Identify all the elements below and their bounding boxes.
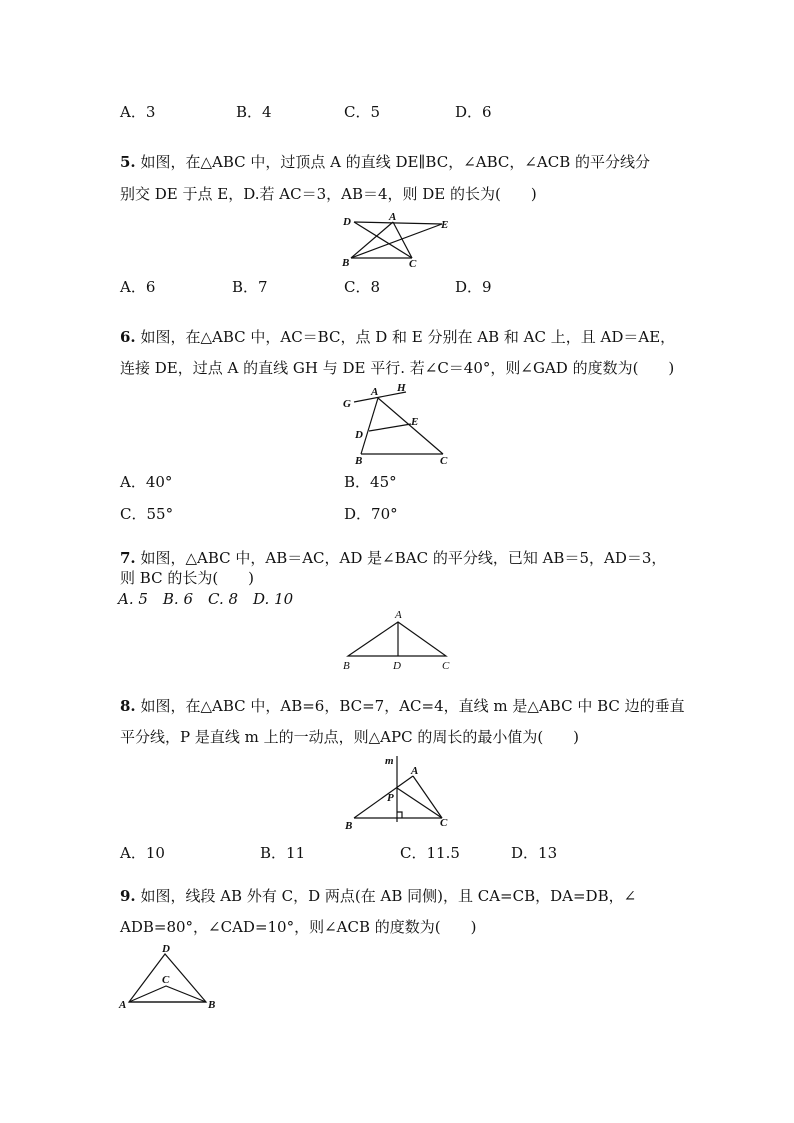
q8-choice-d: D．13 [511, 844, 558, 862]
q8-label-p: P [387, 792, 394, 804]
q7-choices: A. 5 B. 6 C. 8 D. 10 [118, 590, 294, 608]
q5-label-a: A [389, 211, 397, 223]
q8-label-b: B [345, 820, 353, 832]
q7-triangle-abc [348, 622, 446, 656]
q5-line-de [354, 222, 442, 224]
q7-stem-line1 [120, 548, 666, 568]
q5-choice-b: B．7 [232, 278, 268, 296]
q5-stem-line1 [120, 152, 650, 172]
q6-label-a: A [371, 386, 379, 398]
q8-stem-line1 [120, 696, 685, 716]
q6-choice-d: D．70° [344, 505, 398, 523]
q8-line1-text: 如图，在△ABC 中，AB=6，BC=7，AC=4，直线 m 是△ABC 中 BC 边的垂直 [140, 697, 685, 715]
q8-figure [340, 752, 460, 834]
q9-label-a: A [119, 999, 127, 1011]
q6-label-d: D [355, 429, 363, 441]
q5-line-cd [354, 222, 412, 258]
q8-choice-b: B．11 [260, 844, 306, 862]
q5-label-d: D [343, 216, 351, 228]
q7-number: 7. [120, 549, 136, 567]
q4-choice-b: B．4 [236, 103, 272, 121]
q7-label-b: B [343, 660, 350, 672]
q9-figure [118, 942, 228, 1016]
q9-label-b: B [208, 999, 216, 1011]
q6-label-h: H [397, 382, 406, 394]
q9-label-c: C [162, 974, 170, 986]
q6-label-c: C [440, 455, 448, 467]
q7-label-c: C [442, 660, 450, 672]
q6-line-ab [361, 398, 378, 454]
q5-line1-text: 如图，在△ABC 中，过顶点 A 的直线 DE∥BC，∠ABC，∠ACB 的平分线分 [140, 153, 651, 171]
q7-stem-line2: 则 BC 的长为( ) [120, 569, 255, 587]
q7-label-a: A [395, 609, 402, 621]
q8-right-angle-mark [397, 812, 402, 818]
q8-line-ba [354, 776, 413, 818]
q7-figure [340, 608, 460, 672]
q6-label-g: G [343, 398, 351, 410]
q6-choice-b: B．45° [344, 473, 397, 491]
q8-label-c: C [440, 817, 448, 829]
q6-line1-text: 如图，在△ABC 中，AC＝BC，点 D 和 E 分别在 AB 和 AC 上，且 AD＝AE， [140, 328, 676, 346]
q8-choice-a: A．10 [120, 844, 165, 862]
q6-choice-c: C．55° [120, 505, 174, 523]
q9-label-d: D [162, 943, 170, 955]
q5-label-b: B [342, 257, 350, 269]
q5-line-ab [351, 222, 393, 258]
q4-choice-c: C．5 [344, 103, 381, 121]
q6-line-de [369, 424, 411, 431]
q6-choice-a: A．40° [120, 473, 173, 491]
q5-choice-d: D．9 [455, 278, 492, 296]
q4-choice-a: A．3 [120, 103, 156, 121]
q6-number: 6. [120, 328, 136, 346]
q8-line-ac [413, 776, 442, 818]
q9-line1-text: 如图，线段 AB 外有 C，D 两点(在 AB 同侧)，且 CA=CB，DA=DB，∠ [140, 887, 637, 905]
q4-choice-d: D．6 [455, 103, 492, 121]
q5-label-c: C [409, 258, 417, 270]
q5-figure [340, 210, 460, 272]
q8-number: 8. [120, 697, 136, 715]
q5-number: 5. [120, 153, 136, 171]
q8-label-m: m [385, 755, 394, 767]
q5-choice-a: A．6 [120, 278, 156, 296]
q8-choice-c: C．11.5 [400, 844, 460, 862]
q7-line1-text: 如图，△ABC 中，AB＝AC，AD 是∠BAC 的平分线，已知 AB＝5，AD＝3， [140, 549, 667, 567]
q9-stem-line2: ADB=80°，∠CAD=10°，则∠ACB 的度数为( ) [120, 918, 477, 936]
q9-stem-line1 [120, 886, 636, 906]
q6-stem-line1 [120, 327, 675, 347]
q6-figure [340, 382, 460, 468]
q6-label-b: B [355, 455, 363, 467]
q9-number: 9. [120, 887, 136, 905]
q6-stem-line2: 连接 DE，过点 A 的直线 GH 与 DE 平行. 若∠C＝40°，则∠GAD 的度数为( ) [120, 359, 675, 377]
q8-label-a: A [411, 765, 419, 777]
q5-choice-c: C．8 [344, 278, 381, 296]
q8-line-pc [397, 788, 442, 818]
q5-stem-line2: 别交 DE 于点 E，D.若 AC＝3，AB＝4，则 DE 的长为( ) [120, 185, 537, 203]
q6-label-e: E [411, 416, 419, 428]
q7-label-d: D [393, 660, 401, 672]
q5-label-e: E [441, 219, 449, 231]
q8-stem-line2: 平分线，P 是直线 m 上的一动点，则△APC 的周长的最小值为( ) [120, 728, 580, 746]
